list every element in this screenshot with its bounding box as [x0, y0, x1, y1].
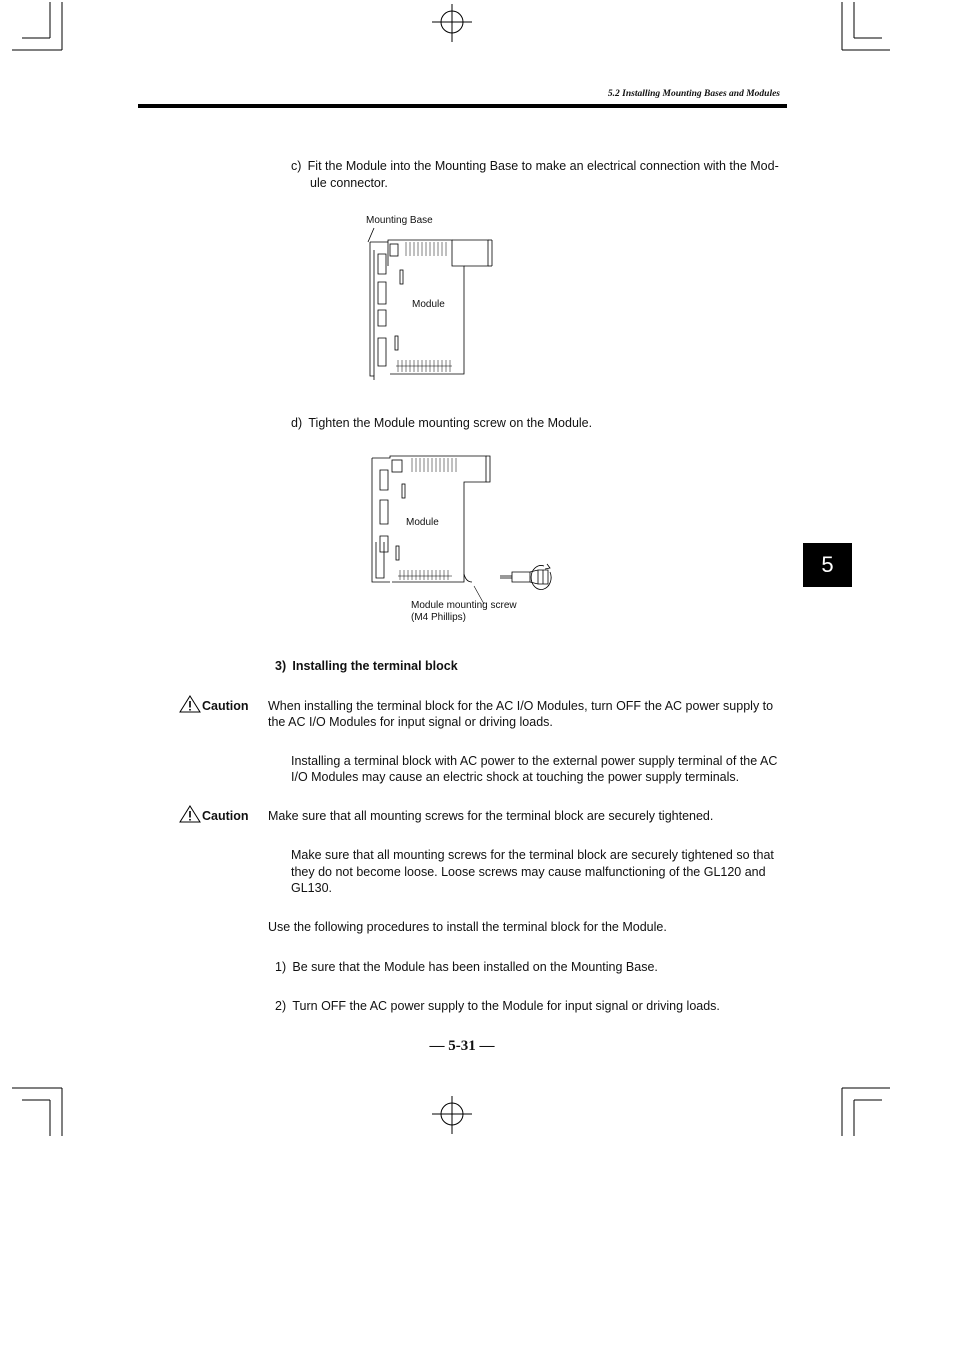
procedure-intro: Use the following procedures to install the terminal block for the Module.	[268, 920, 667, 934]
figure1-label-module: Module	[412, 299, 445, 310]
section-subheading: 3) Installing the terminal block	[275, 659, 458, 673]
warning-triangle-icon	[179, 805, 201, 823]
caution2-detail-line3: GL130.	[291, 881, 333, 895]
caution2-detail-line2: they do not become loose. Loose screws may cause malfunctioning of the GL120 and	[291, 865, 766, 879]
page-number: — 5-31 —	[429, 1038, 495, 1054]
chapter-tab: 5	[803, 543, 852, 587]
figure2-label-screw: Module mounting screw	[411, 600, 517, 611]
caution-label: Caution	[202, 809, 249, 823]
caution2-detail-line1: Make sure that all mounting screws for the terminal block are securely tightened so that	[291, 848, 774, 862]
step-c-text: c) Fit the Module into the Mounting Base to make an electrical connection with the Mod-	[291, 159, 779, 173]
procedure-step-1: 1) Be sure that the Module has been installed on the Mounting Base.	[275, 960, 658, 974]
figure2-label-screw-type: (M4 Phillips)	[411, 612, 467, 623]
header-rule	[138, 104, 787, 108]
caution1-detail-line1: Installing a terminal block with AC power to the external power supply terminal of the AC	[291, 754, 778, 768]
caution1-text-line1: When installing the terminal block for the AC I/O Modules, turn OFF the AC power supply to	[268, 699, 774, 713]
caution1-text-line2: the AC I/O Modules for input signal or driving loads.	[268, 715, 553, 729]
warning-triangle-icon	[179, 695, 201, 713]
step-d-text: d) Tighten the Module mounting screw on the Module.	[291, 416, 593, 430]
module-screw-diagram	[362, 452, 562, 592]
caution2-text-line1: Make sure that all mounting screws for the terminal block are securely tightened.	[268, 809, 714, 823]
procedure-step-2: 2) Turn OFF the AC power supply to the Module for input signal or driving loads.	[275, 999, 720, 1013]
figure1-label-mounting-base: Mounting Base	[366, 215, 433, 226]
step-c-text-cont: ule connector.	[310, 176, 388, 190]
caution-label: Caution	[202, 699, 249, 713]
caution1-detail-line2: I/O Modules may cause an electric shock at touching the power supply terminals.	[291, 770, 740, 784]
figure2-label-module: Module	[406, 517, 439, 528]
section-header: 5.2 Installing Mounting Bases and Modules	[607, 89, 780, 99]
